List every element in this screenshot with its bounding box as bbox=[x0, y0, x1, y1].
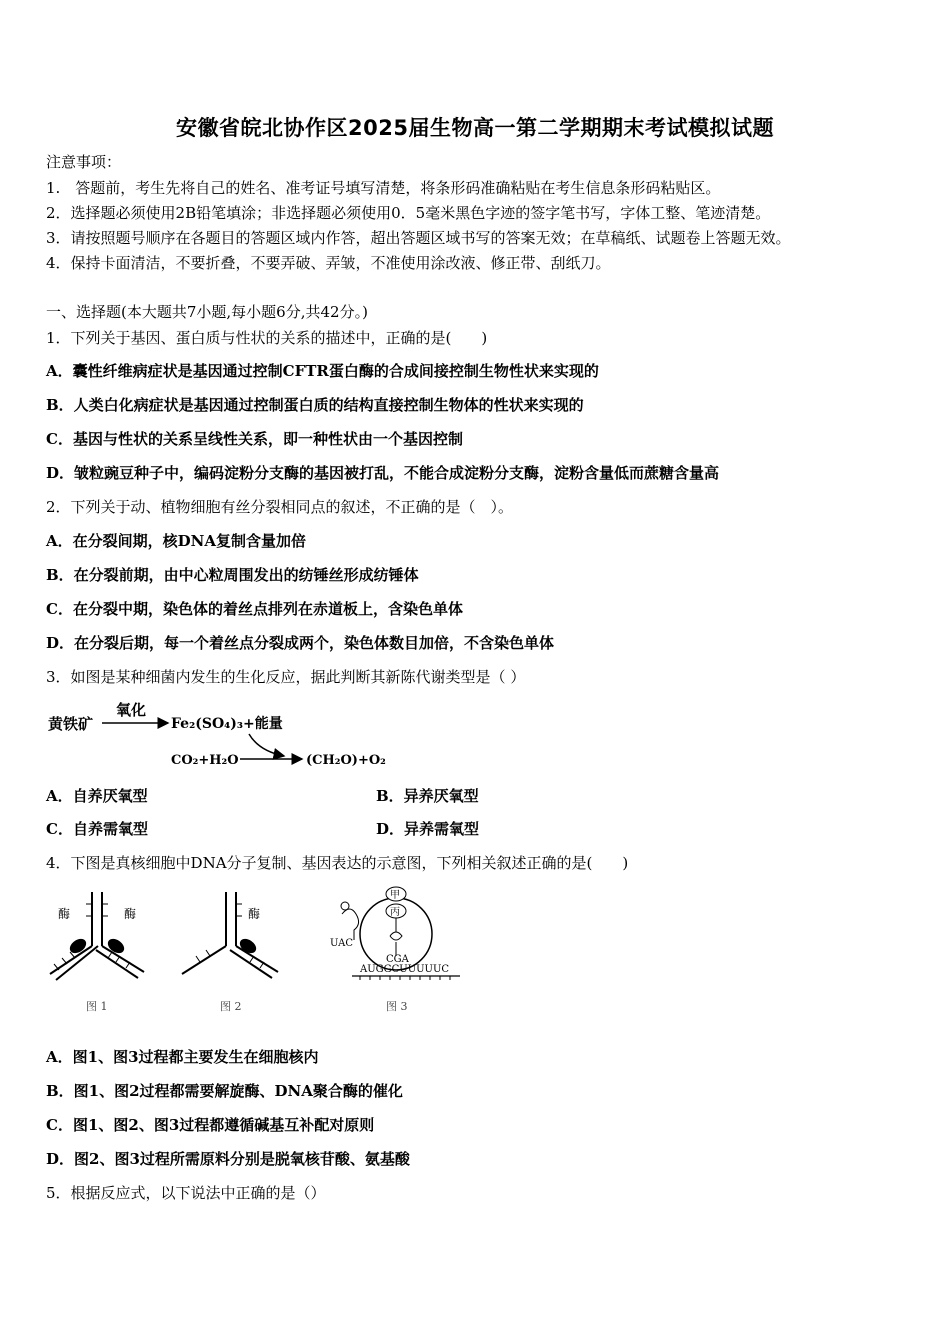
q4-fig3-caption: 图 3 bbox=[386, 1000, 408, 1013]
q2-stem: 2．下列关于动、植物细胞有丝分裂相同点的叙述，不正确的是（ ）。 bbox=[46, 498, 514, 516]
q4-label-bing: 丙 bbox=[390, 907, 400, 918]
q4-dna-diagram bbox=[40, 884, 470, 1019]
q4-label-jia: 甲 bbox=[390, 890, 400, 901]
notice-heading: 注意事项： bbox=[46, 153, 122, 171]
notice-item-3: 3．请按照题号顺序在各题目的答题区域内作答，超出答题区域书写的答案无效；在草稿纸、试题卷上答题无效。 bbox=[46, 229, 791, 247]
q4-enzyme-label-2: 酶 bbox=[124, 907, 137, 921]
q3-right2: (CH₂O)+O₂ bbox=[306, 753, 386, 768]
q1-option-b[interactable]: B．人类白化病症状是基因通过控制蛋白质的结构直接控制生物体的性状来实现的 bbox=[46, 396, 584, 414]
q1-option-a[interactable]: A．囊性纤维病症状是基因通过控制CFTR蛋白酶的合成间接控制生物性状来实现的 bbox=[46, 362, 599, 380]
section-heading: 一、选择题(本大题共7小题,每小题6分,共42分。) bbox=[46, 303, 368, 321]
q4-option-c[interactable]: C．图1、图2、图3过程都遵循碱基互补配对原则 bbox=[46, 1116, 375, 1134]
q3-left2: CO₂+H₂O bbox=[171, 753, 239, 768]
q3-option-a[interactable]: A．自养厌氧型 bbox=[46, 787, 148, 805]
q2-option-b[interactable]: B．在分裂前期，由中心粒周围发出的纺锤丝形成纺锤体 bbox=[46, 566, 419, 584]
q3-product: Fe₂(SO₄)₃+能量 bbox=[171, 716, 283, 732]
q3-reactant: 黄铁矿 bbox=[48, 715, 94, 733]
q4-fig2-caption: 图 2 bbox=[220, 1000, 242, 1013]
q4-label-mrna: AUGGCUUUUUC bbox=[360, 964, 450, 975]
q4-label-cga: CGA bbox=[386, 954, 409, 965]
q3-stem: 3．如图是某种细菌内发生的生化反应，据此判断其新陈代谢类型是（ ） bbox=[46, 668, 526, 686]
q4-option-d[interactable]: D．图2、图3过程所需原料分别是脱氧核苷酸、氨基酸 bbox=[46, 1150, 410, 1168]
q4-label-uac: UAC bbox=[330, 938, 353, 949]
q4-fig3 bbox=[330, 887, 460, 1013]
q3-option-d[interactable]: D．异养需氧型 bbox=[376, 820, 480, 838]
notice-item-4: 4．保持卡面清洁，不要折叠，不要弄破、弄皱，不准使用涂改液、修正带、刮纸刀。 bbox=[46, 254, 611, 272]
q4-option-b[interactable]: B．图1、图2过程都需要解旋酶、DNA聚合酶的催化 bbox=[46, 1082, 403, 1100]
q2-option-a[interactable]: A．在分裂间期，核DNA复制含量加倍 bbox=[46, 532, 306, 550]
q4-fig1 bbox=[50, 892, 144, 1013]
q3-option-c[interactable]: C．自养需氧型 bbox=[46, 820, 148, 838]
q4-fig1-caption: 图 1 bbox=[86, 1000, 108, 1013]
q4-fig2 bbox=[182, 892, 278, 1013]
page-title: 安徽省皖北协作区2025届生物高一第二学期期末考试模拟试题 bbox=[176, 116, 774, 140]
q2-option-d[interactable]: D．在分裂后期，每一个着丝点分裂成两个，染色体数目加倍，不含染色单体 bbox=[46, 634, 555, 652]
q4-option-a[interactable]: A．图1、图3过程都主要发生在细胞核内 bbox=[46, 1048, 319, 1066]
notice-item-2: 2．选择题必须使用2B铅笔填涂；非选择题必须使用0．5毫米黑色字迹的签字笔书写，字体工整、笔迹清楚。 bbox=[46, 204, 771, 222]
q3-arrow-label: 氧化 bbox=[116, 701, 147, 719]
notice-item-1: 1. 答题前，考生先将自己的姓名、准考证号填写清楚，将条形码准确粘贴在考生信息条形码粘贴区。 bbox=[46, 179, 721, 197]
q4-stem: 4．下图是真核细胞中DNA分子复制、基因表达的示意图，下列相关叙述正确的是( ) bbox=[46, 854, 629, 872]
q3-option-b[interactable]: B．异养厌氧型 bbox=[376, 787, 479, 805]
q1-stem: 1．下列关于基因、蛋白质与性状的关系的描述中，正确的是( ) bbox=[46, 329, 488, 347]
q1-option-c[interactable]: C．基因与性状的关系呈线性关系，即一种性状由一个基因控制 bbox=[46, 430, 463, 448]
q2-option-c[interactable]: C．在分裂中期，染色体的着丝点排列在赤道板上，含染色单体 bbox=[46, 600, 463, 618]
q3-energy-arrow bbox=[249, 734, 284, 756]
q5-stem: 5．根据反应式，以下说法中正确的是（） bbox=[46, 1184, 326, 1202]
q3-reaction-diagram bbox=[44, 696, 404, 776]
q4-enzyme-label-1: 酶 bbox=[58, 907, 71, 921]
q1-option-d[interactable]: D．皱粒豌豆种子中，编码淀粉分支酶的基因被打乱，不能合成淀粉分支酶，淀粉含量低而蔗糖含量高 bbox=[46, 464, 720, 482]
q4-enzyme-label-3: 酶 bbox=[248, 907, 261, 921]
